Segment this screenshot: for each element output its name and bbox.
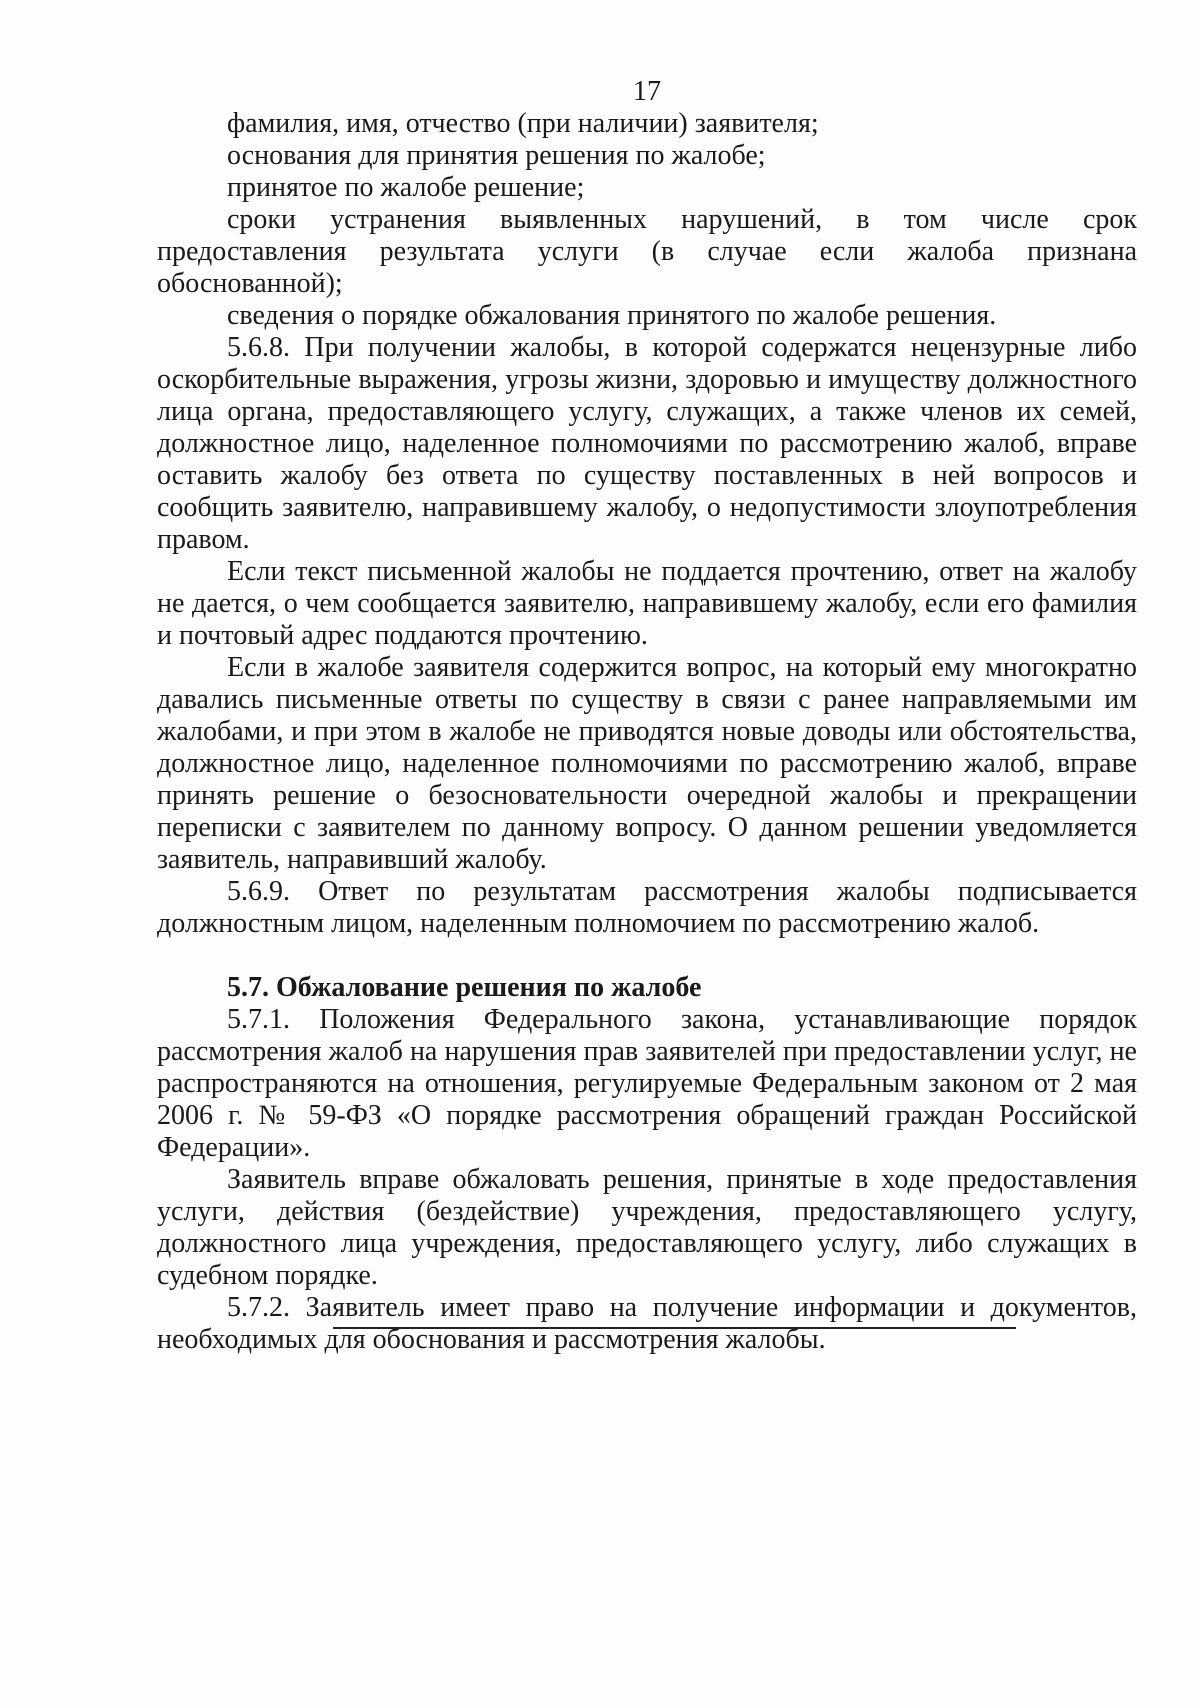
paragraph: сведения о порядке обжалования принятого по жалобе решения. [227, 300, 997, 331]
paragraph: Заявитель вправе обжаловать решения, принятые в ходе предоставления услуги, действия (бездействие) учреждения, предоставляющего услугу, должностного лица учреждения, предоставляющего услугу, либо служащих в судебном порядке. [157, 1164, 1137, 1291]
paragraph-5-6-9: 5.6.9. Ответ по результатам рассмотрения жалобы подписывается должностным лицом, наделенным полномочием по рассмотрению жалоб. [157, 876, 1137, 939]
list-item: основания для принятия решения по жалобе; [227, 140, 766, 171]
section-heading: 5.7. Обжалование решения по жалобе [227, 972, 702, 1003]
list-item: фамилия, имя, отчество (при наличии) заявителя; [227, 108, 819, 139]
paragraph: Если в жалобе заявителя содержится вопрос, на который ему многократно давались письменные ответы по существу в связи с ранее направляемыми им жалобами, и при этом в жалобе не приводятся новые доводы или обстоятельства, должностное лицо, наделенное полномочиями по рассмотрению жалоб, вправе принять решение о безосновательности очередной жалобы и прекращении переписки с заявителем по данному вопросу. О данном решении уведомляется заявитель, направивший жалобу. [157, 652, 1137, 875]
paragraph-5-6-8: 5.6.8. При получении жалобы, в которой содержатся нецензурные либо оскорбительные выражения, угрозы жизни, здоровью и имуществу должностного лица органа, предоставляющего услугу, служащих, а также членов их семей, должностное лицо, наделенное полномочиями по рассмотрению жалоб, вправе оставить жалобу без ответа по существу поставленных в ней вопросов и сообщить заявителю, направившему жалобу, о недопустимости злоупотребления правом. [157, 332, 1137, 555]
paragraph: сроки устранения выявленных нарушений, в том числе срок предоставления результата услуги (в случае если жалоба признана обоснованной); [157, 204, 1137, 299]
page-number: 17 [633, 76, 661, 107]
list-item: принятое по жалобе решение; [227, 172, 585, 203]
paragraph: Если текст письменной жалобы не поддается прочтению, ответ на жалобу не дается, о чем сообщается заявителю, направившему жалобу, если его фамилия и почтовый адрес поддаются прочтению. [157, 556, 1137, 651]
closing-rule [333, 1327, 1016, 1329]
paragraph-5-7-1: 5.7.1. Положения Федерального закона, устанавливающие порядок рассмотрения жалоб на нарушения прав заявителей при предоставлении услуг, не распространяются на отношения, регулируемые Федеральным законом от 2 мая 2006 г. № 59-ФЗ «О порядке рассмотрения обращений граждан Российской Федерации». [157, 1004, 1137, 1163]
document-body [157, 76, 1137, 1356]
paragraph-5-7-2: 5.7.2. Заявитель имеет право на получение информации и документов, необходимых для обоснования и рассмотрения жалобы. [157, 1292, 1137, 1355]
